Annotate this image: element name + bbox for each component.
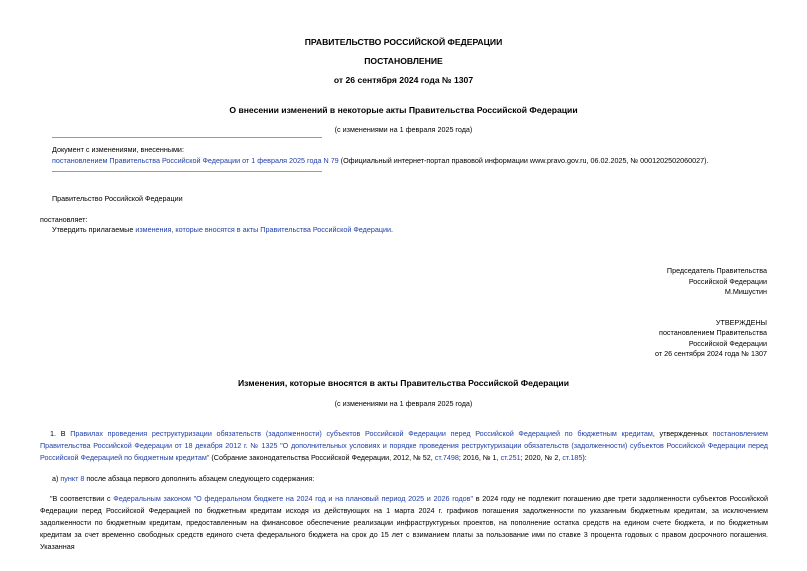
approve-link[interactable]: изменения, которые вносятся в акты Правительства Российской Федерации <box>135 225 391 234</box>
item-1-sep-1: ; 2016, № 1, <box>458 453 501 462</box>
body-approve-line <box>52 225 393 234</box>
changes-source: (Официальный интернет-портал правовой информации www.pravo.gov.ru, 06.02.2025, № 0001202502060027). <box>338 156 709 165</box>
quote-text: в 2024 году не подлежит погашению две трети задолженности субъектов Российской Федерации перед Российской Федерацией по бюджетным кредитам исходя из действующих на 1 марта 2024 г. графиков погашения задолженности по указанным бюджетным кредитам, за исключением задолженности по бюджетным кредитам, предоставленным на финансовое обеспечение реализации инфраструктурных проектов, на пополнение остатка средств на едином счете бюджета, и по бюджетным кредитам за счет временно свободных средств единого счета федерального бюджета на срок до 15 лет с взиманием платы за пользование ими по ставке 3 процента годовых с правом досрочного погашения. Указанная <box>40 494 769 551</box>
annex-title: Изменения, которые вносятся в акты Правительства Российской Федерации <box>237 378 569 388</box>
item-a-text: после абзаца первого дополнить абзацем следующего содержания: <box>84 474 315 483</box>
changes-link[interactable]: постановлением Правительства Российской Федерации от 1 февраля 2025 года N 79 <box>52 156 339 165</box>
approve-prefix: Утвердить прилагаемые <box>52 225 136 234</box>
document-title: О внесении изменений в некоторые акты Правительства Российской Федерации <box>229 105 578 115</box>
item-1-number: 1. В <box>50 429 71 438</box>
ref-185-link[interactable]: ст.185 <box>562 453 583 462</box>
approved-line-1: УТВЕРЖДЕНЫ <box>715 318 767 327</box>
approved-line-3: Российской Федерации <box>688 339 767 348</box>
quote-paragraph <box>40 493 768 553</box>
rules-link[interactable]: Правилах проведения реструктуризации обязательств (задолженности) субъектов Российской Федерации перед Российской Федерацией по бюджетным кредитам <box>70 429 653 438</box>
resolution-1325-link[interactable]: постановлением Правительства Российской Федерации от 18 декабря 2012 г. № 1325 "О дополнительных условиях и порядке проведения реструктуризации обязательств (задолженности) субъектов Российской Федерации перед Российской Федерацией по бюджетным кредитам" <box>40 429 768 462</box>
changes-line <box>52 156 709 165</box>
federal-law-link[interactable]: Федеральным законом "О федеральном бюджете на 2024 год и на плановый период 2025 и 2026 годов" <box>113 494 474 503</box>
item-1 <box>40 428 768 464</box>
signature-line-1: Председатель Правительства <box>666 266 767 275</box>
body-decides: постановляет: <box>40 215 88 224</box>
item-1-end: ): <box>582 453 587 462</box>
item-a <box>52 474 314 483</box>
changes-box-top-rule <box>52 137 322 138</box>
header-government: ПРАВИТЕЛЬСТВО РОССИЙСКОЙ ФЕДЕРАЦИИ <box>304 37 503 47</box>
body-government: Правительство Российской Федерации <box>52 194 183 203</box>
document-revision: (с изменениями на 1 февраля 2025 года) <box>334 125 473 134</box>
quote-prefix: "В соответствии с <box>50 494 114 503</box>
point-8-link[interactable]: пункт 8 <box>60 474 85 483</box>
approved-line-4: от 26 сентября 2024 года № 1307 <box>655 349 767 358</box>
changes-box-bottom-rule <box>52 171 322 172</box>
item-1-mid-1: , утвержденных <box>652 429 713 438</box>
signature-line-2: Российской Федерации <box>688 277 767 286</box>
ref-7498-link[interactable]: ст.7498 <box>434 453 459 462</box>
item-1-mid-2: (Собрание законодательства Российской Федерации, 2012, № 52, <box>209 453 435 462</box>
ref-251-link[interactable]: ст.251 <box>500 453 521 462</box>
changes-intro: Документ с изменениями, внесенными: <box>52 145 184 154</box>
signature-line-3: М.Мишустин <box>724 287 767 296</box>
annex-revision: (с изменениями на 1 февраля 2025 года) <box>334 399 473 408</box>
approve-suffix: . <box>390 225 393 234</box>
approved-line-2: постановлением Правительства <box>659 328 767 337</box>
item-1-sep-2: ; 2020, № 2, <box>520 453 563 462</box>
header-doc-type: ПОСТАНОВЛЕНИЕ <box>364 56 443 66</box>
item-a-prefix: а) <box>52 474 61 483</box>
header-date-number: от 26 сентября 2024 года № 1307 <box>333 75 474 85</box>
